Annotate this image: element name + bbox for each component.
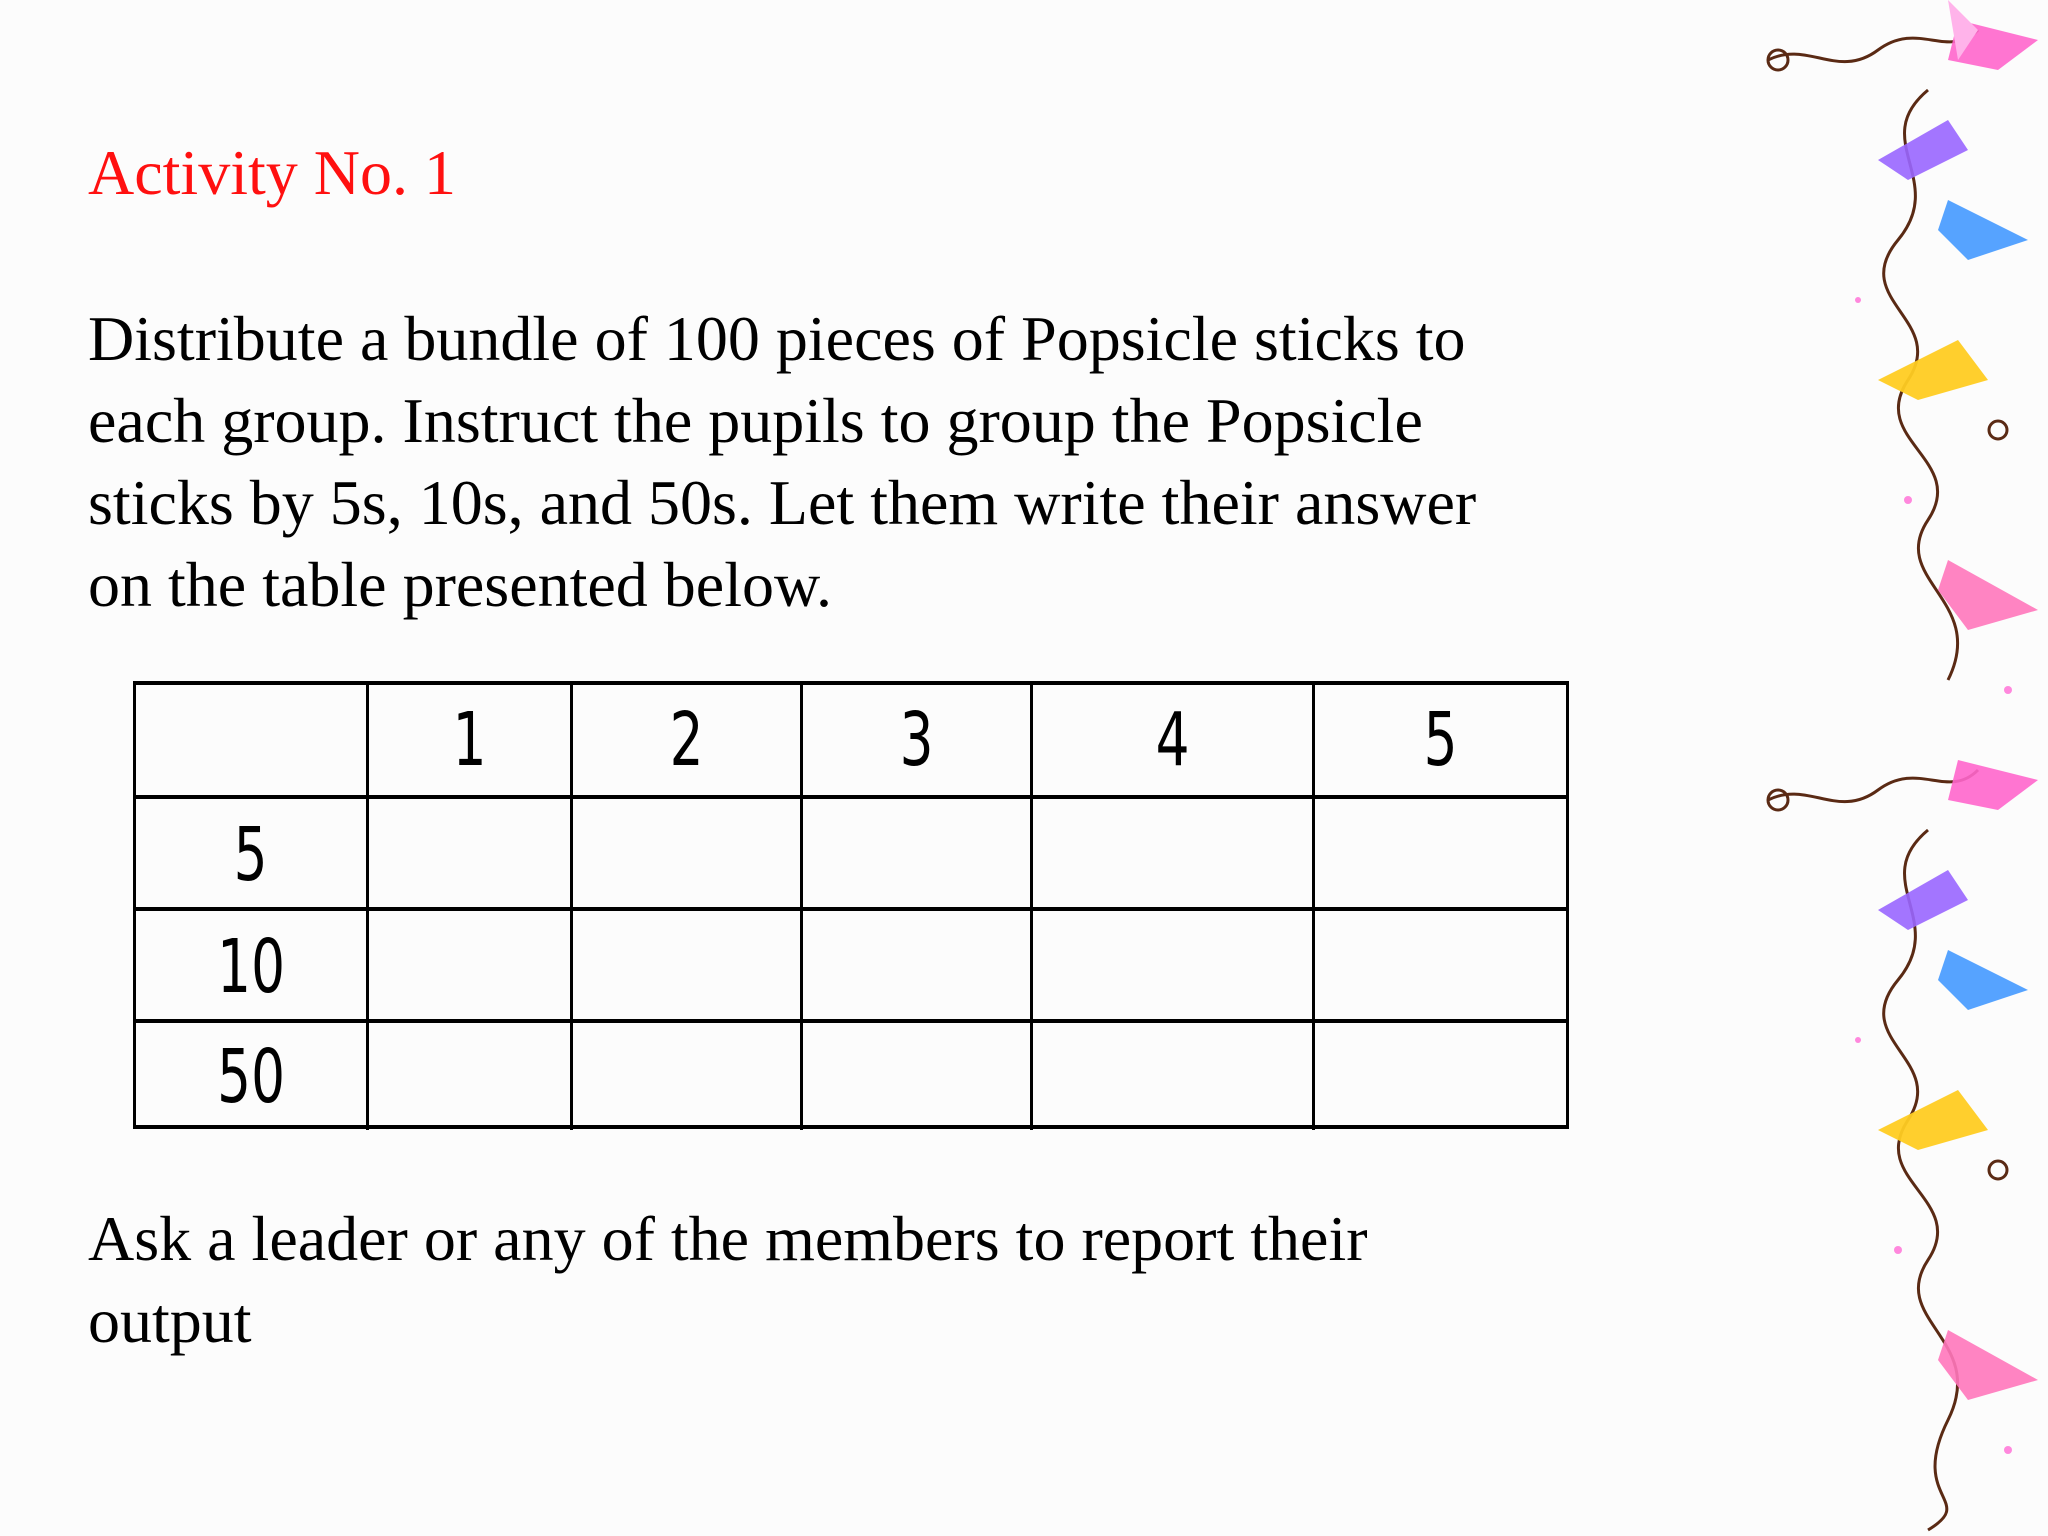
answer-cell [366,1023,570,1130]
answer-cell [366,911,570,1023]
answer-cell [800,1023,1030,1130]
header-cell-group-4: 4 [1030,685,1312,795]
answer-cell [1312,911,1566,1023]
answer-cell [1030,911,1312,1023]
answer-cell [800,911,1030,1023]
answer-cell [800,799,1030,911]
answer-cell [1030,1023,1312,1130]
butterfly-icon [1948,0,2038,70]
grouping-table [133,681,1569,1129]
sparkle-icon [1855,297,2012,1454]
header-cell-group-5: 5 [1312,685,1566,795]
butterfly-icon [1878,120,1968,180]
answer-cell [1030,799,1312,911]
answer-cell [1312,799,1566,911]
header-corner-cell [136,685,366,795]
row-label-10: 10 [217,924,285,1010]
instructions-line: on the table presented below. [88,549,833,620]
row-label-5: 5 [234,812,268,898]
answer-cell [570,911,800,1023]
butterfly-icon [1878,1090,1988,1150]
header-cell-group-2: 2 [570,685,800,795]
table-row [136,795,1566,911]
report-instruction [88,1198,1728,1362]
table-row [136,907,1566,1023]
butterfly-icon [1948,760,2038,810]
instructions-line: sticks by 5s, 10s, and 50s. Let them write their answer [88,467,1477,538]
butterfly-icon [1878,870,1968,930]
instructions-line: each group. Instruct the pupils to group the Popsicle [88,385,1423,456]
instructions-line: Distribute a bundle of 100 pieces of Popsicle sticks to [88,303,1466,374]
answer-cell [570,1023,800,1130]
butterfly-icon [1938,200,2028,260]
butterfly-icon [1938,950,2028,1010]
report-line: output [88,1285,252,1356]
slide-title: Activity No. 1 [88,137,456,208]
report-line: Ask a leader or any of the members to report their [88,1203,1368,1274]
header-cell-group-3: 3 [800,685,1030,795]
answer-cell [1312,1023,1566,1130]
butterfly-icon [1938,1330,2038,1400]
answer-cell [570,799,800,911]
butterfly-vine-border [1748,0,2048,1536]
header-cell-group-1: 1 [366,685,570,795]
answer-cell [366,799,570,911]
table-row [136,1019,1566,1130]
row-label-50: 50 [217,1033,285,1120]
instructions-paragraph [88,298,1728,626]
table-header-row [136,685,1566,795]
butterfly-icon [1878,340,1988,400]
